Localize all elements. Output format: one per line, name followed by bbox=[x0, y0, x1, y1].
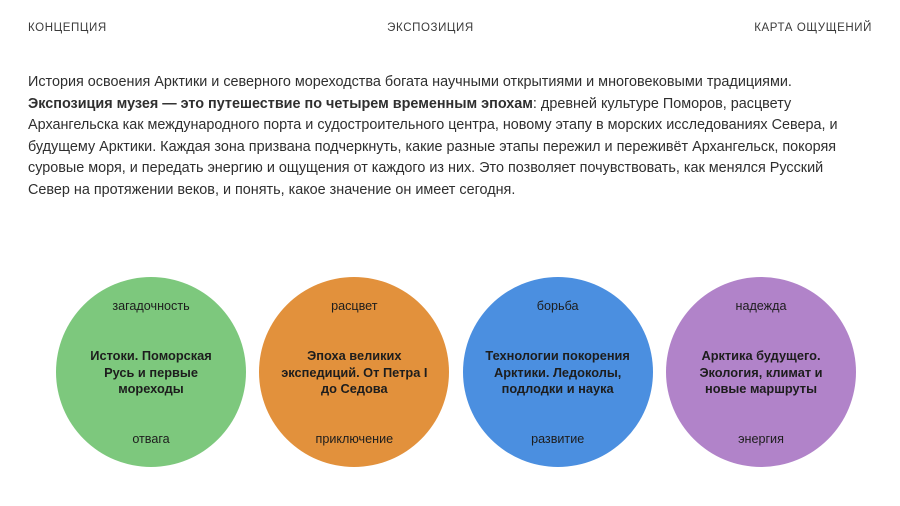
zone-tag-bottom-2: приключение bbox=[315, 432, 394, 446]
zone-title-2: Эпоха великих экспедиций. От Петра I до Седова bbox=[281, 348, 428, 397]
nav-item-sensation-map[interactable]: КАРТА ОЩУЩЕНИЙ bbox=[754, 22, 872, 34]
zone-circle-3[interactable] bbox=[463, 277, 653, 467]
nav-item-exposition[interactable]: ЭКСПОЗИЦИЯ bbox=[387, 22, 474, 34]
zone-tag-bottom-4: энергия bbox=[738, 432, 784, 446]
zone-tag-top-4: надежда bbox=[735, 299, 787, 313]
zone-title-3: Технологии покорения Арктики. Ледоколы, подлодки и наука bbox=[485, 348, 630, 397]
nav-item-concept[interactable]: КОНЦЕПЦИЯ bbox=[28, 22, 107, 34]
zone-title-1: Истоки. Поморская Русь и первые мореходы bbox=[90, 348, 212, 397]
zone-circle-1[interactable] bbox=[56, 277, 246, 467]
zone-title-4: Арктика будущего. Экология, климат и новые маршруты bbox=[699, 348, 823, 397]
zone-tag-top-2: расцвет bbox=[331, 299, 378, 313]
zone-tag-bottom-3: развитие bbox=[531, 432, 585, 446]
zone-circles-row bbox=[56, 277, 856, 477]
intro-text-lead: История освоения Арктики и северного мореходства богата научными открытиями и многовековыми традициями. bbox=[28, 74, 792, 91]
intro-text-bold: Экспозиция музея — это путешествие по четырем временным эпохам bbox=[28, 95, 533, 112]
zone-circle-2[interactable] bbox=[259, 277, 449, 467]
intro-text-rest: : древней культуре Поморов, расцвету Архангельска как международного порта и судостроительного центра, новому этапу в морских исследованиях Севера, и будущему Арктики. Каждая зона призвана подчеркнуть, какие разные этапы пережил и переживёт Архангельск, покоряя суровые моря, и передать энергию и ощущения от каждого из них. Это позволяет почувствовать, как менялся Русский Север на протяжении веков, и понять, какое значение он имеет сегодня. bbox=[28, 95, 838, 198]
top-navigation bbox=[28, 20, 872, 36]
zone-tag-top-1: загадочность bbox=[112, 299, 190, 313]
zone-circle-4[interactable] bbox=[666, 277, 856, 467]
zone-tag-bottom-1: отвага bbox=[132, 432, 170, 446]
intro-paragraph bbox=[28, 72, 840, 201]
zone-tag-top-3: борьба bbox=[536, 299, 579, 313]
